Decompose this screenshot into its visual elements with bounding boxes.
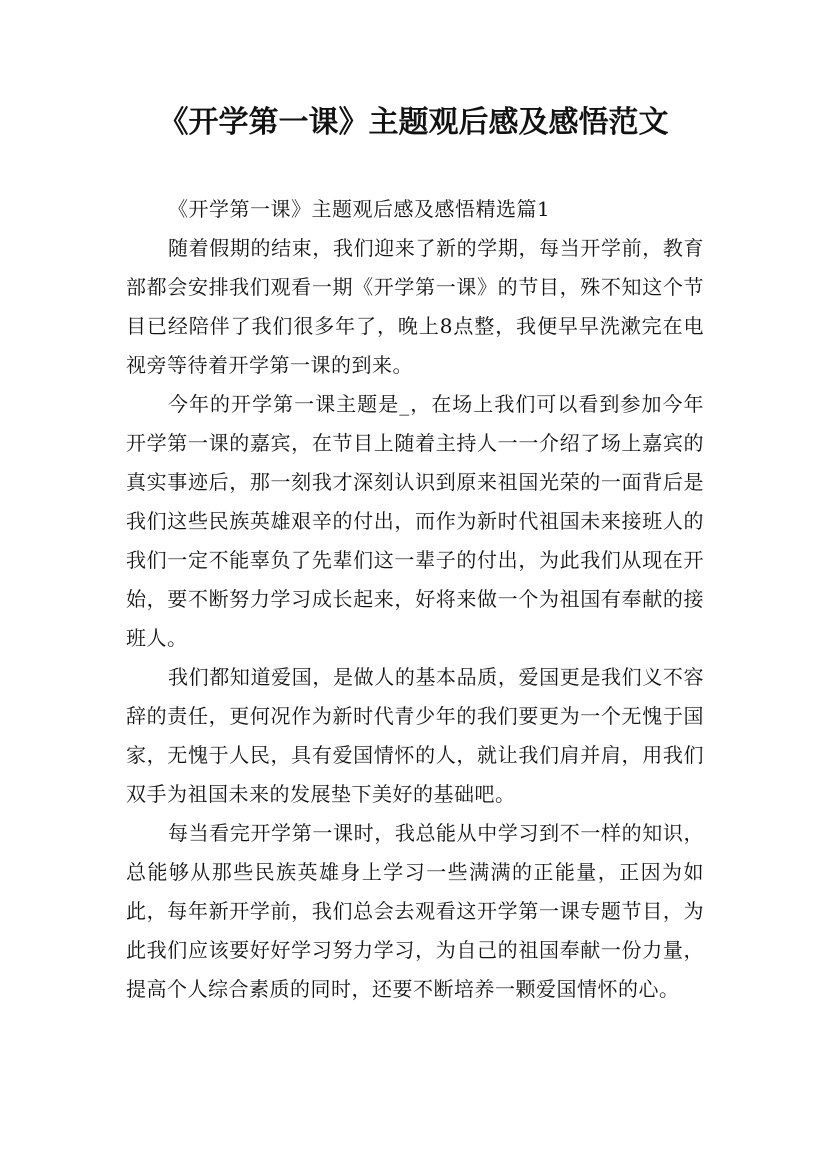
paragraph-3: 我们都知道爱国，是做人的基本品质，爱国更是我们义不容辞的责任，更何况作为新时代青少年的我们要更为一个无愧于国家，无愧于人民，具有爱国情怀的人，就让我们肩并肩，用我们双手为祖国未来的发展垫下美好的基础吧。: [126, 665, 704, 806]
paragraph-1: 随着假期的结束，我们迎来了新的学期，每当开学前，教育部都会安排我们观看一期《开学第一课》的节目，殊不知这个节目已经陪伴了我们很多年了，晚上8点整，我便早早洗漱完在电视旁等待着开学第一课的到来。: [126, 236, 704, 377]
paragraph-4: 每当看完开学第一课时，我总能从中学习到不一样的知识，总能够从那些民族英雄身上学习一些满满的正能量，正因为如此，每年新开学前，我们总会去观看这开学第一课专题节目，为此我们应该要好好学习努力学习，为自己的祖国奉献一份力量，提高个人综合素质的同时，还要不断培养一颗爱国情怀的心。: [126, 821, 704, 1001]
document-body: [126, 190, 704, 1009]
document-title: 《开学第一课》主题观后感及感悟范文: [158, 105, 669, 140]
paragraph-2: 今年的开学第一课主题是_，在场上我们可以看到参加今年开学第一课的嘉宾，在节目上随着主持人一一介绍了场上嘉宾的真实事迹后，那一刻我才深刻认识到原来祖国光荣的一面背后是我们这些民族英雄艰辛的付出，而作为新时代祖国未来接班人的我们一定不能辜负了先辈们这一辈子的付出，为此我们从现在开始，要不断努力学习成长起来，好将来做一个为祖国有奉献的接班人。: [126, 392, 704, 650]
section-heading: 《开学第一课》主题观后感及感悟精选篇1: [168, 197, 551, 221]
